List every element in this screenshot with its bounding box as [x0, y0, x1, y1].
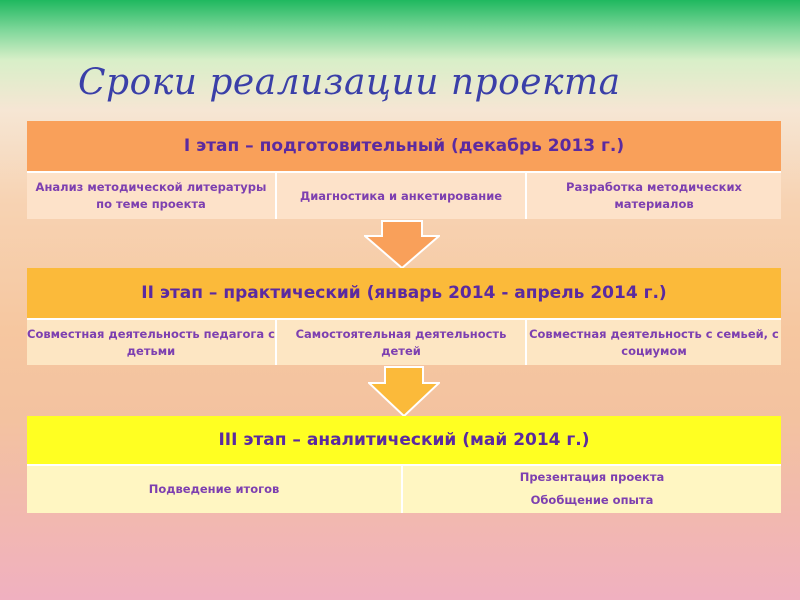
stage-1-item-2: Диагностика и анкетирование [277, 171, 527, 219]
stage-3-item-1: Подведение итогов [27, 464, 403, 513]
stage-3-item-2: Презентация проекта [519, 470, 665, 484]
stage-2-item-3: Совместная деятельность с семьей, с социумом [527, 318, 781, 365]
stage-1-block [27, 121, 781, 219]
stage-3-item-3: Обобщение опыта [530, 493, 654, 507]
stage-1-items [27, 171, 781, 219]
stage-3-block [27, 416, 781, 513]
stage-2-block [27, 268, 781, 365]
arrow-down-icon [364, 220, 440, 270]
stage-2-item-2: Самостоятельная деятельность детей [277, 318, 527, 365]
stage-1-heading: I этап – подготовительный (декабрь 2013 г.) [27, 121, 781, 171]
stage-3-item-2-group [403, 464, 781, 513]
arrow-down-icon [368, 366, 440, 418]
stage-3-items [27, 464, 781, 513]
stage-1-item-3: Разработка методических материалов [527, 171, 781, 219]
stage-1-item-1: Анализ методической литературы по теме проекта [27, 171, 277, 219]
stage-3-heading: III этап – аналитический (май 2014 г.) [27, 416, 781, 464]
stage-2-item-1: Совместная деятельность педагога с детьми [27, 318, 277, 365]
slide-title: Сроки реализации проекта [78, 62, 621, 103]
stage-2-items [27, 318, 781, 365]
stage-2-heading: II этап – практический (январь 2014 - апрель 2014 г.) [27, 268, 781, 318]
